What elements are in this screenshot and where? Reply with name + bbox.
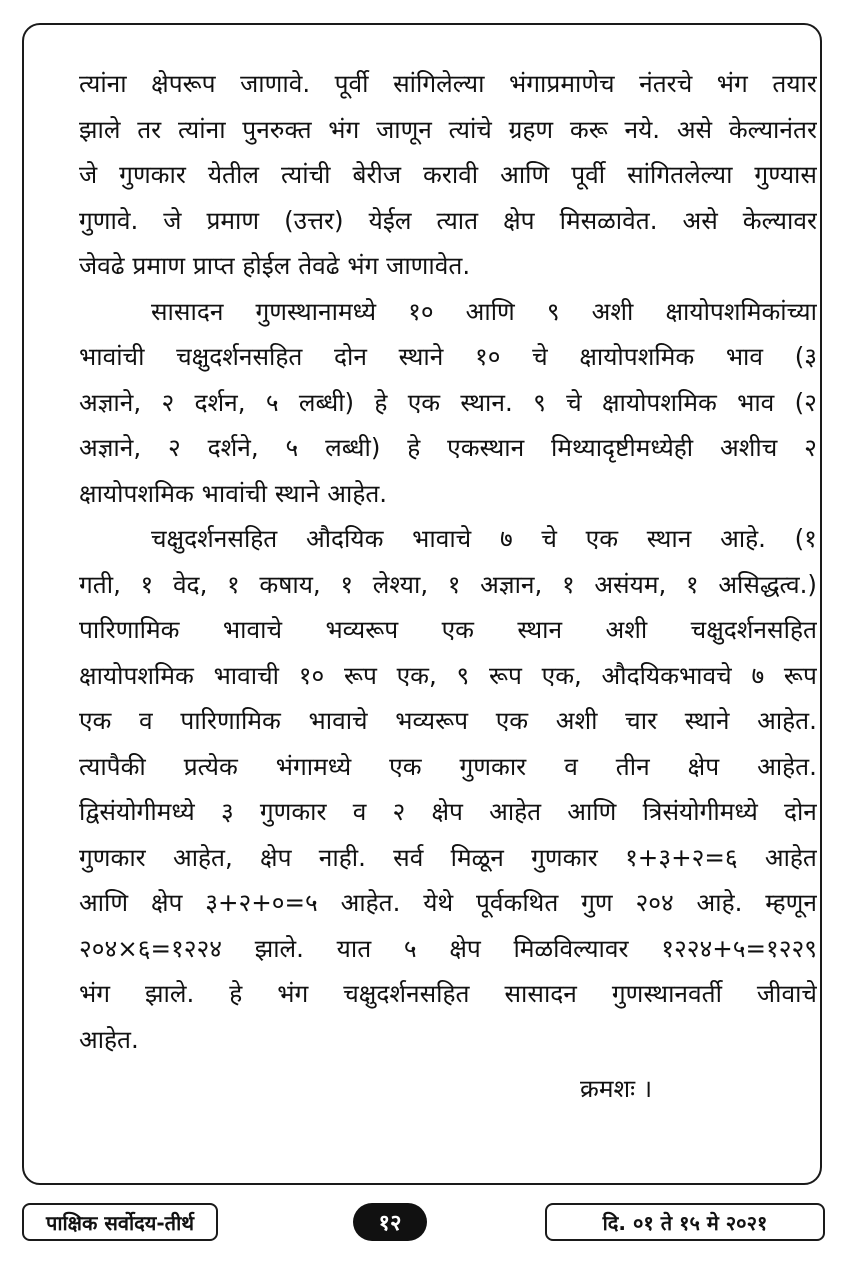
paragraph-start-line	[79, 516, 817, 562]
word: गुणकार	[259, 797, 327, 826]
word: लब्धी)	[298, 387, 355, 417]
word: एक	[407, 387, 441, 417]
word: रूप	[783, 660, 817, 690]
word: पूर्वी	[334, 69, 369, 98]
word: सासादन	[151, 296, 224, 326]
issue-date-label: दि. ०१ ते १५ मे २०२१	[545, 1203, 825, 1241]
word: केल्यावर	[742, 205, 817, 235]
word: औदयिक	[305, 524, 384, 553]
word: १	[340, 569, 354, 599]
word: बेरीज	[352, 160, 402, 189]
word: अशीच	[720, 433, 778, 462]
word: एक,	[541, 660, 582, 690]
word: गती,	[79, 569, 121, 599]
text-line	[79, 152, 817, 198]
word: क्षेपरूप	[151, 69, 216, 98]
word: गुणस्थानवर्ती	[611, 979, 722, 1008]
word: क्षेप	[503, 205, 535, 235]
word: क्षेप	[150, 888, 183, 917]
word: प्रत्येक	[183, 751, 238, 781]
word: ९	[533, 387, 546, 417]
word: भाव	[725, 342, 764, 371]
word: कषाय,	[259, 569, 321, 599]
word: क्षायोपशमिक	[601, 387, 717, 417]
word: आहेत	[764, 842, 817, 872]
word: भावाचे	[222, 615, 283, 644]
word: असिद्धत्व.)	[718, 569, 817, 599]
word: वेद,	[172, 569, 208, 599]
word: व	[564, 751, 578, 781]
word: दोन	[783, 797, 817, 826]
word: त्यांचे	[448, 114, 492, 144]
word: आहेत,	[172, 842, 233, 872]
word: १+३+२=६	[625, 842, 738, 872]
word: भाव	[737, 387, 775, 417]
word: १	[685, 569, 699, 599]
word: मिळून	[450, 842, 504, 872]
word: ३+२+०=५	[205, 888, 318, 917]
word: प्रमाण	[206, 205, 260, 235]
word: नंतरचे	[639, 69, 693, 98]
to-be-continued-note: क्रमशः ।	[580, 1074, 653, 1103]
word: ९	[456, 660, 470, 690]
article-body	[79, 61, 817, 1062]
word: एक	[389, 751, 422, 781]
word: क्षेप	[431, 797, 463, 826]
word: गुणकार	[531, 842, 598, 872]
word: १२२४+५=१२२९	[661, 933, 817, 963]
text-line	[79, 607, 817, 653]
word: (उत्तर)	[284, 205, 344, 235]
word: जेवढे प्रमाण प्राप्त होईल तेवढे भंग जाणावेत.	[79, 251, 471, 280]
word: झाले	[79, 114, 121, 144]
word: सांगितलेल्या	[627, 160, 733, 189]
word: म्हणून	[765, 888, 817, 917]
word: व	[352, 797, 367, 826]
word: भंग	[716, 69, 748, 98]
word: १०	[298, 660, 325, 690]
word: २	[161, 387, 175, 417]
word: पारिणामिक	[180, 706, 281, 735]
word: जे	[163, 205, 182, 235]
word: लब्धी)	[325, 433, 381, 462]
word: आहेत.	[79, 1024, 139, 1054]
word: हे	[229, 979, 243, 1008]
word: २	[804, 433, 817, 462]
word: भावाचे	[412, 524, 472, 553]
word: त्यापैकी	[79, 751, 146, 781]
word: द्विसंयोगीमध्ये	[79, 797, 195, 826]
word: चे	[532, 342, 548, 371]
word: क्षेप	[687, 751, 720, 781]
text-line	[79, 926, 817, 972]
word: क्षायोपशमिक	[579, 342, 695, 371]
word: ५	[403, 933, 417, 963]
word: अशी	[605, 615, 648, 644]
word: त्यांना	[79, 69, 127, 98]
text-line	[79, 653, 817, 699]
word: पूर्वी	[571, 160, 606, 189]
word: १	[561, 569, 575, 599]
word: त्यांना	[177, 114, 226, 144]
word: अज्ञाने,	[79, 433, 142, 462]
word: आणि	[500, 160, 550, 189]
text-line	[79, 698, 817, 744]
word: येतील	[207, 160, 259, 189]
word: भंग	[79, 979, 111, 1008]
word: ७	[751, 660, 765, 690]
word: ५	[285, 433, 299, 462]
word: करावी	[423, 160, 479, 189]
word: चार	[625, 706, 658, 735]
word: झाले.	[254, 933, 304, 963]
word: केल्यानंतर	[728, 114, 817, 144]
word: ९	[546, 296, 560, 326]
paragraph-start-line	[79, 289, 817, 335]
word: आहे.	[720, 524, 766, 553]
word: आहेत.	[340, 888, 401, 917]
text-line	[79, 334, 817, 380]
word: करू	[569, 114, 608, 144]
text-line	[79, 198, 817, 244]
word: क्षायोपशमिक	[79, 660, 194, 690]
word: भावांची	[79, 342, 145, 371]
word: झाले.	[145, 979, 195, 1008]
text-line	[79, 107, 817, 153]
text-line	[79, 789, 817, 835]
word: भंगामध्ये	[275, 751, 352, 781]
text-line	[79, 971, 817, 1017]
word: तर	[137, 114, 162, 144]
word: तीन	[615, 751, 650, 781]
word: १	[140, 569, 154, 599]
word: जीवाचे	[756, 979, 817, 1008]
text-line	[79, 471, 817, 517]
word: असंयम,	[594, 569, 667, 599]
word: औदयिकभावचे	[601, 660, 732, 690]
word: एक	[585, 524, 619, 553]
word: आहेत.	[757, 751, 817, 781]
word: हे	[374, 387, 388, 417]
word: त्रिसंयोगीमध्ये	[642, 797, 758, 826]
word: पारिणामिक	[79, 615, 180, 644]
word: भंग	[328, 114, 360, 144]
word: तयार	[772, 69, 817, 98]
word: दर्शन,	[194, 387, 246, 417]
word: येईल	[368, 205, 412, 235]
text-line	[79, 835, 817, 881]
word: गुणकार	[459, 751, 527, 781]
word: भावाची	[213, 660, 280, 690]
word: भावाचे	[308, 706, 368, 735]
word: जे	[79, 160, 98, 189]
word: एक	[441, 615, 474, 644]
word: त्यात	[436, 205, 479, 235]
word: यात	[336, 933, 372, 963]
magazine-name-label: पाक्षिक सर्वोदय-तीर्थ	[22, 1203, 218, 1241]
word: ७	[499, 524, 513, 553]
text-line	[79, 380, 817, 426]
word: आहे.	[696, 888, 743, 917]
word: भंगाप्रमाणेच	[509, 69, 615, 98]
word: अज्ञान,	[480, 569, 543, 599]
word: गुणकार	[79, 842, 146, 872]
word: असे	[682, 205, 718, 235]
word: आणि	[79, 888, 129, 917]
word: स्थान	[646, 524, 692, 553]
word: ५	[265, 387, 279, 417]
word: गुणावे.	[79, 205, 139, 235]
word: स्थान	[517, 615, 563, 644]
word: त्यांची	[280, 160, 331, 189]
word: क्षेप	[449, 933, 481, 963]
page-frame	[22, 23, 822, 1185]
word: मिथ्यादृष्टीमध्येही	[551, 433, 694, 462]
word: अशी	[591, 296, 634, 326]
word: गुण्यास	[754, 160, 817, 189]
word: २०४	[635, 888, 674, 917]
word: भव्यरूप	[395, 706, 469, 735]
word: आहेत.	[757, 706, 817, 735]
word: चे	[566, 387, 582, 417]
word: २	[168, 433, 181, 462]
word: गुण	[581, 888, 613, 917]
word: सांगिलेल्या	[393, 69, 485, 98]
text-line	[79, 1017, 817, 1063]
word: आहेत	[489, 797, 542, 826]
word: स्थाने	[684, 706, 730, 735]
word: सर्व	[393, 842, 424, 872]
word: येथे	[423, 888, 454, 917]
word: २०४×६=१२२४	[79, 933, 222, 963]
word: २	[392, 797, 406, 826]
word: (२	[794, 387, 817, 417]
word: अज्ञाने,	[79, 387, 142, 417]
word: ग्रहण	[508, 114, 554, 144]
word: (३	[794, 342, 817, 371]
word: सासादन	[504, 979, 577, 1008]
word: चक्षुदर्शनसहित	[151, 524, 278, 553]
text-line	[79, 425, 817, 471]
word: ३	[220, 797, 234, 826]
word: अशी	[555, 706, 598, 735]
word: असे	[676, 114, 713, 144]
text-line	[79, 61, 817, 107]
word: एक	[79, 706, 112, 735]
text-line	[79, 880, 817, 926]
word: दर्शने,	[207, 433, 259, 462]
word: क्षायोपशमिक भावांची स्थाने आहेत.	[79, 478, 388, 508]
word: १०	[408, 296, 434, 326]
word: नये.	[624, 114, 661, 144]
word: एक,	[396, 660, 437, 690]
page-number-badge: १२	[353, 1203, 427, 1241]
word: गुणकार	[119, 160, 186, 189]
word: चक्षुदर्शनसहित	[690, 615, 817, 644]
word: एकस्थान	[447, 433, 525, 462]
word: (१	[794, 524, 817, 553]
text-line	[79, 562, 817, 608]
word: चे	[541, 524, 557, 553]
word: भव्यरूप	[325, 615, 399, 644]
word: जाणावे.	[240, 69, 311, 98]
word: पुनरुक्त	[242, 114, 312, 144]
word: लेश्या,	[372, 569, 429, 599]
word: क्षेप	[260, 842, 292, 872]
text-line	[79, 243, 817, 289]
text-line	[79, 744, 817, 790]
word: मिळविल्यावर	[513, 933, 629, 963]
word: पूर्वकथित	[475, 888, 559, 917]
word: चक्षुदर्शनसहित	[343, 979, 470, 1008]
word: चक्षुदर्शनसहित	[176, 342, 303, 371]
word: १०	[474, 342, 501, 371]
word: व	[139, 706, 153, 735]
word: आणि	[465, 296, 515, 326]
word: रूप	[343, 660, 377, 690]
word: आणि	[567, 797, 617, 826]
word: एक	[495, 706, 529, 735]
word: दोन	[334, 342, 367, 371]
word: क्षायोपशमिकांच्या	[665, 296, 817, 326]
word: हे	[407, 433, 421, 462]
word: जाणून	[376, 114, 432, 144]
word: स्थान.	[460, 387, 513, 417]
word: रूप	[488, 660, 522, 690]
word: १	[447, 569, 461, 599]
word: मिसळावेत.	[559, 205, 658, 235]
word: १	[227, 569, 240, 599]
word: स्थाने	[398, 342, 444, 371]
word: नाही.	[318, 842, 366, 872]
word: भंग	[277, 979, 309, 1008]
word: गुणस्थानामध्ये	[255, 296, 377, 326]
